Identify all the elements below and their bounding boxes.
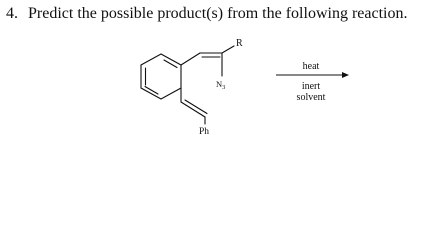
question-line (6, 4, 407, 24)
question-number: 4. (6, 5, 18, 22)
styryl-double-bond-inner (185, 100, 207, 114)
condition-inert: inert (301, 81, 321, 92)
reactant-structure (141, 46, 234, 124)
r-group-label: R (236, 38, 243, 49)
benzene-ring (141, 54, 181, 99)
azide-symbol: N (216, 79, 223, 89)
ring-to-vinyl-bond (181, 53, 200, 65)
condition-heat: heat (302, 61, 320, 72)
reaction-arrowhead (342, 72, 349, 78)
azide-label (216, 79, 225, 91)
question-text: Predict the possible product(s) from the following reaction. (28, 5, 408, 22)
phenyl-label: Ph (199, 127, 210, 137)
ring-double-bond (164, 60, 177, 68)
styryl-double-bond (181, 102, 205, 117)
carbon-to-r-bond (222, 46, 234, 53)
condition-solvent: solvent (296, 92, 326, 103)
ring-double-bond (145, 87, 158, 95)
azide-subscript: 3 (222, 84, 226, 91)
